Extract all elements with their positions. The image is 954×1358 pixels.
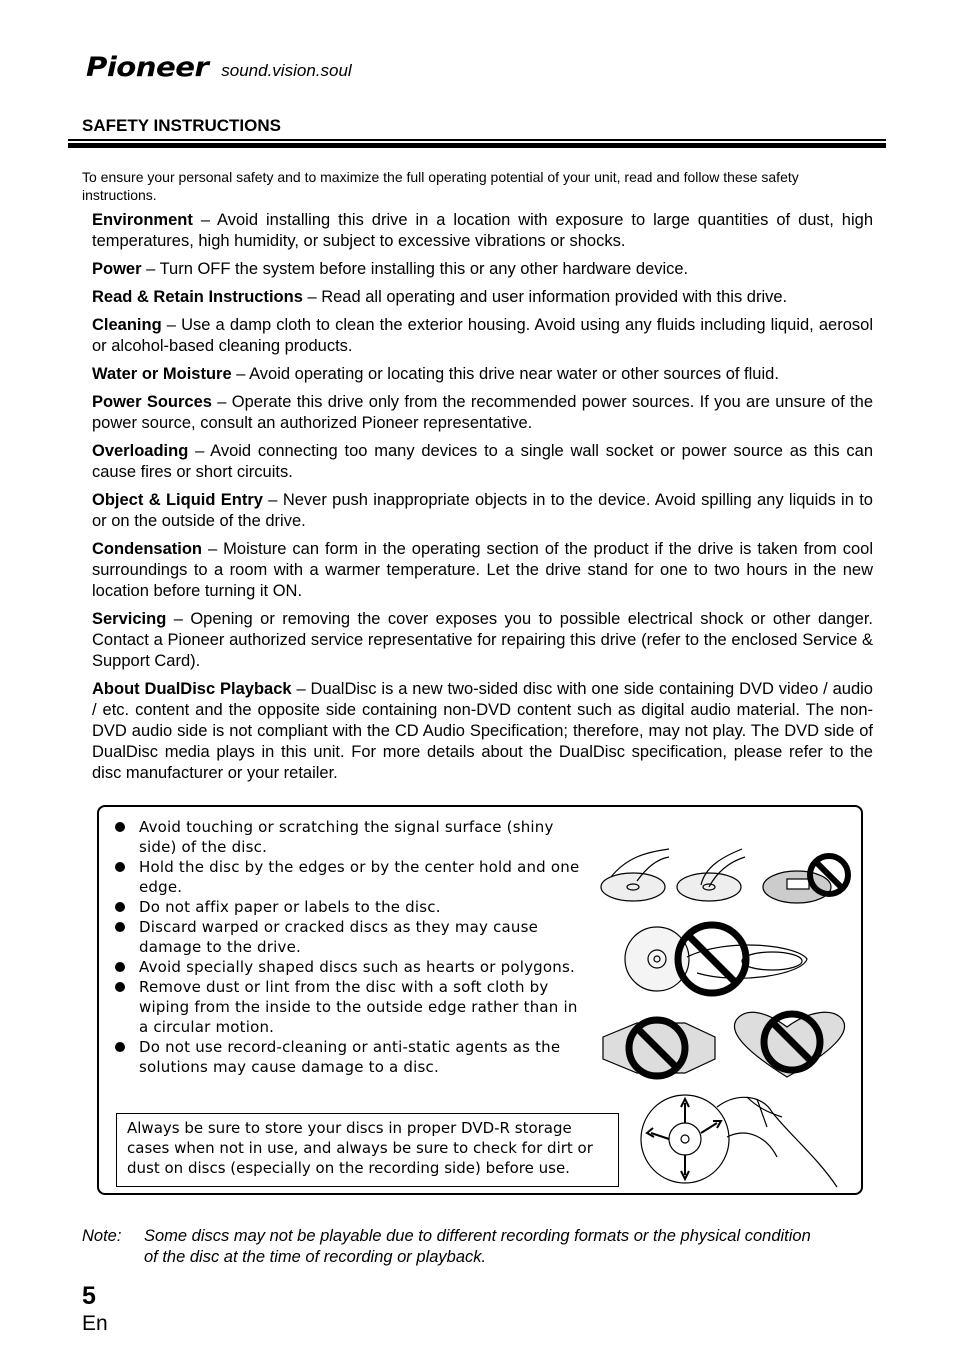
safety-instructions-list xyxy=(92,210,873,791)
intro-paragraph: To ensure your personal safety and to maximize the full operating potential of your unit, read and follow these safety instructions. xyxy=(82,169,799,203)
list-item xyxy=(113,1037,587,1077)
note-text: Some discs may not be playable due to different recording formats or the physical condition of the disc at the time of recording or playback. xyxy=(144,1227,811,1266)
disc-held-by-edge-icon xyxy=(601,849,669,901)
instruction-servicing xyxy=(92,609,873,672)
instruction-text: – Turn OFF the system before installing this or any other hardware device. xyxy=(141,260,689,278)
instruction-power xyxy=(92,259,873,280)
instruction-term: Power xyxy=(92,260,142,278)
note-label: Note: xyxy=(82,1227,122,1245)
title-rule-thin xyxy=(68,139,886,141)
disc-with-label-prohibited-icon xyxy=(763,856,848,903)
bullet-icon xyxy=(115,982,125,992)
instruction-power-sources xyxy=(92,392,873,434)
bullet-icon xyxy=(115,902,125,912)
page-language: En xyxy=(82,1312,108,1335)
page-number: 5 xyxy=(82,1282,96,1310)
note xyxy=(82,1226,824,1268)
bullet-icon xyxy=(115,1042,125,1052)
instruction-environment xyxy=(92,210,873,252)
bullet-icon xyxy=(115,962,125,972)
title-rule-thick xyxy=(68,143,886,148)
bullet-icon xyxy=(115,862,125,872)
disc-care-text: Avoid specially shaped discs such as hearts or polygons. xyxy=(139,958,575,976)
logo-tagline: sound.vision.soul xyxy=(221,61,352,80)
heart-disc-prohibited-icon xyxy=(734,1012,844,1077)
instruction-read-retain xyxy=(92,287,873,308)
list-item xyxy=(113,897,587,917)
bullet-icon xyxy=(115,822,125,832)
instruction-term: Object & Liquid Entry xyxy=(92,491,263,509)
instruction-text: – Avoid installing this drive in a location with exposure to large quantities of dust, high temperatures, high humidity, or subject to excessive vibrations or shocks. xyxy=(92,211,873,250)
instruction-text: – Never push inappropriate objects in to the device. Avoid spilling any liquids in to or on the outside of the drive. xyxy=(92,491,873,530)
disc-held-by-center-icon xyxy=(677,849,745,901)
instruction-overloading xyxy=(92,441,873,483)
polygon-disc-prohibited-icon xyxy=(603,1020,715,1076)
disc-care-text: Avoid touching or scratching the signal surface (shiny side) of the disc. xyxy=(139,818,554,856)
list-item xyxy=(113,857,587,897)
instruction-text: – Moisture can form in the operating section of the product if the drive is taken from cool surroundings to a room with a warmer temperature. Let the drive stand for one to two hours in the new location before turning it ON. xyxy=(92,540,873,600)
disc-care-box xyxy=(97,805,863,1195)
list-item xyxy=(113,977,587,1037)
instruction-condensation xyxy=(92,539,873,602)
instruction-text: – Avoid connecting too many devices to a single wall socket or power source as this can cause fires or short circuits. xyxy=(92,442,873,481)
instruction-term: Overloading xyxy=(92,442,189,460)
storage-note-box: Always be sure to store your discs in proper DVD-R storage cases when not in use, and always be sure to check for dirt or dust on discs (especially on the recording side) before use. xyxy=(116,1113,619,1187)
instruction-water-moisture xyxy=(92,364,873,385)
logo-brand: Pioneer xyxy=(86,52,209,83)
instruction-text: – Avoid operating or locating this drive near water or other sources of fluid. xyxy=(231,365,779,383)
instruction-text: – Operate this drive only from the recommended power sources. If you are unsure of the power source, consult an authorized Pioneer representative. xyxy=(92,393,873,432)
instruction-term: Power Sources xyxy=(92,393,212,411)
disc-care-list xyxy=(113,817,587,1077)
list-item xyxy=(113,817,587,857)
instruction-dualdisc xyxy=(92,679,873,784)
wiping-disc-icon xyxy=(641,1095,837,1187)
disc-care-text: Do not use record-cleaning or anti-static agents as the solutions may cause damage to a disc. xyxy=(139,1038,561,1076)
disc-handling-illustration xyxy=(597,837,859,1189)
list-item xyxy=(113,957,587,977)
instruction-text: – Use a damp cloth to clean the exterior housing. Avoid using any fluids including liquid, aerosol or alcohol-based cleaning products. xyxy=(92,316,873,355)
instruction-term: Environment xyxy=(92,211,193,229)
disc-care-text: Discard warped or cracked discs as they may cause damage to the drive. xyxy=(139,918,539,956)
list-item xyxy=(113,917,587,957)
instruction-term: Servicing xyxy=(92,610,167,628)
instruction-text: – Read all operating and user information provided with this drive. xyxy=(302,288,788,306)
section-title: SAFETY INSTRUCTIONS xyxy=(82,116,281,135)
instruction-text: – Opening or removing the cover exposes you to possible electrical shock or other danger. Contact a Pioneer authorized service representative for repairing this drive (refer to the enclosed Service & Support Card). xyxy=(92,610,873,670)
pioneer-logo xyxy=(86,52,352,83)
bullet-icon xyxy=(115,922,125,932)
instruction-term: Condensation xyxy=(92,540,202,558)
instruction-object-liquid xyxy=(92,490,873,532)
instruction-text: – DualDisc is a new two-sided disc with one side containing DVD video / audio / etc. content and the opposite side containing non-DVD content such as digital audio material. The non-DVD audio side is not compliant with the CD Audio Specification; therefore, may not play. The DVD side of DualDisc media plays in this unit. For more details about the DualDisc specification, please refer to the disc manufacturer or your retailer. xyxy=(92,680,873,782)
instruction-cleaning xyxy=(92,315,873,357)
disc-care-text: Do not affix paper or labels to the disc. xyxy=(139,898,441,916)
instruction-term: Water or Moisture xyxy=(92,365,232,383)
instruction-term: Cleaning xyxy=(92,316,162,334)
instruction-term: Read & Retain Instructions xyxy=(92,288,303,306)
instruction-term: About DualDisc Playback xyxy=(92,680,292,698)
warped-disc-prohibited-icon xyxy=(625,925,807,993)
disc-care-text: Hold the disc by the edges or by the center hold and one edge. xyxy=(139,858,580,896)
disc-care-text: Remove dust or lint from the disc with a soft cloth by wiping from the inside to the outside edge rather than in a circular motion. xyxy=(139,978,578,1036)
